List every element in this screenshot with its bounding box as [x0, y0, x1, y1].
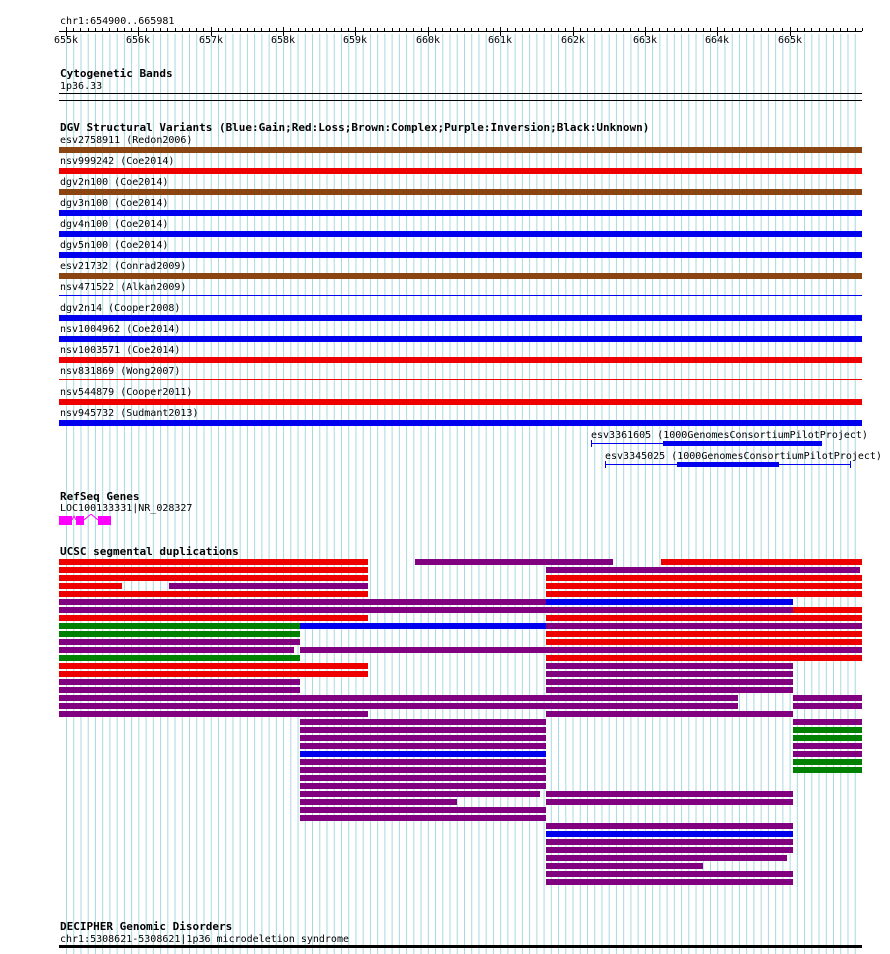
- refseq-gene-label: LOC100133331|NR_028327: [60, 503, 193, 514]
- segdup-bar[interactable]: [793, 719, 862, 725]
- ruler-minor-tick: [377, 28, 378, 31]
- ruler-minor-tick: [536, 28, 537, 31]
- segdup-bar[interactable]: [415, 559, 613, 565]
- segdup-bar[interactable]: [59, 567, 368, 573]
- dgv-item-label: nsv544879 (Cooper2011): [60, 387, 193, 398]
- ruler-minor-tick: [862, 28, 863, 31]
- dgv-item-bar[interactable]: [59, 315, 862, 321]
- ruler-minor-tick: [73, 28, 74, 31]
- ruler-minor-tick: [232, 28, 233, 31]
- segdup-bar[interactable]: [300, 759, 546, 765]
- segdup-bar[interactable]: [300, 807, 546, 813]
- ruler-minor-tick: [348, 28, 349, 31]
- segdup-bar[interactable]: [546, 607, 793, 613]
- segdup-bar[interactable]: [300, 647, 546, 653]
- segdup-bar[interactable]: [546, 639, 862, 645]
- segdup-bar[interactable]: [546, 863, 703, 869]
- segdup-bar[interactable]: [300, 791, 540, 797]
- ruler-minor-tick: [298, 28, 299, 31]
- dgv-item-bar[interactable]: [59, 189, 862, 195]
- segdup-bar[interactable]: [546, 591, 862, 597]
- segdup-bar[interactable]: [546, 879, 793, 885]
- segdup-bar[interactable]: [169, 583, 368, 589]
- ruler-minor-tick: [102, 28, 103, 31]
- segdup-bar[interactable]: [793, 767, 862, 773]
- segdup-bar[interactable]: [546, 647, 793, 653]
- segdup-bar[interactable]: [300, 719, 546, 725]
- ruler-minor-tick: [811, 28, 812, 31]
- refseq-track-title[interactable]: RefSeq Genes: [60, 490, 140, 503]
- ruler-minor-tick: [421, 28, 422, 31]
- ruler-tick-label: 662k: [560, 35, 586, 46]
- ruler-minor-tick: [218, 28, 219, 31]
- segdup-bar[interactable]: [793, 695, 862, 701]
- segdup-bar[interactable]: [546, 847, 793, 853]
- ruler-minor-tick: [384, 28, 385, 31]
- segdup-bar[interactable]: [300, 623, 546, 629]
- segdup-bar[interactable]: [300, 767, 546, 773]
- segdup-bar[interactable]: [546, 583, 862, 589]
- ruler-minor-tick: [768, 28, 769, 31]
- ruler-minor-tick: [558, 28, 559, 31]
- pilot-item-block[interactable]: [663, 441, 822, 446]
- ruler-minor-tick: [580, 28, 581, 31]
- ruler-minor-tick: [457, 28, 458, 31]
- ruler-minor-tick: [326, 28, 327, 31]
- pilot-item-block[interactable]: [677, 462, 779, 467]
- cytoband-band-bottom[interactable]: [59, 100, 862, 101]
- segdup-bar[interactable]: [546, 855, 787, 861]
- segdup-bar[interactable]: [661, 559, 862, 565]
- dgv-item-label: nsv999242 (Coe2014): [60, 156, 175, 167]
- segdup-bar[interactable]: [300, 799, 457, 805]
- ruler-minor-tick: [594, 28, 595, 31]
- segdup-bar[interactable]: [300, 783, 546, 789]
- segdup-bar[interactable]: [59, 711, 368, 717]
- ruler-minor-tick: [124, 28, 125, 31]
- segdup-bar[interactable]: [59, 679, 300, 685]
- ruler-minor-tick: [334, 28, 335, 31]
- ruler-minor-tick: [855, 28, 856, 31]
- ruler-tick-label: 656k: [125, 35, 151, 46]
- ruler-minor-tick: [305, 28, 306, 31]
- ruler-minor-tick: [247, 28, 248, 31]
- ruler-minor-tick: [138, 28, 139, 31]
- segdup-bar[interactable]: [546, 615, 862, 621]
- dgv-item-label: nsv945732 (Sudmant2013): [60, 408, 199, 419]
- pilot-item-label: esv3361605 (1000GenomesConsortiumPilotProject): [591, 430, 868, 441]
- ruler-minor-tick: [732, 28, 733, 31]
- ruler-minor-tick: [638, 28, 639, 31]
- ruler-minor-tick: [80, 28, 81, 31]
- dgv-item-bar[interactable]: [59, 420, 862, 426]
- ruler-minor-tick: [146, 28, 147, 31]
- segdup-bar[interactable]: [300, 751, 546, 757]
- segdup-bar[interactable]: [59, 703, 738, 709]
- ruler-minor-tick: [276, 28, 277, 31]
- segdup-bar[interactable]: [59, 631, 300, 637]
- ruler-minor-tick: [109, 28, 110, 31]
- ruler-minor-tick: [153, 28, 154, 31]
- segdup-bar[interactable]: [546, 631, 862, 637]
- dgv-item-bar[interactable]: [59, 399, 862, 405]
- segdup-bar[interactable]: [546, 599, 793, 605]
- ruler-minor-tick: [652, 28, 653, 31]
- ruler-minor-tick: [240, 28, 241, 31]
- ruler-minor-tick: [630, 28, 631, 31]
- segdup-bar[interactable]: [59, 599, 300, 605]
- ruler-minor-tick: [319, 28, 320, 31]
- ruler-minor-tick: [601, 28, 602, 31]
- ruler-minor-tick: [450, 28, 451, 31]
- segdup-bar[interactable]: [59, 559, 368, 565]
- segdup-bar[interactable]: [59, 591, 368, 597]
- ruler-minor-tick: [587, 28, 588, 31]
- segdup-bar[interactable]: [546, 711, 793, 717]
- ruler-tick-label: 663k: [632, 35, 658, 46]
- segdup-bar[interactable]: [546, 679, 793, 685]
- segdup-bar[interactable]: [300, 815, 546, 821]
- dgv-item-label: nsv1004962 (Coe2014): [60, 324, 181, 335]
- segdup-bar[interactable]: [793, 735, 862, 741]
- ruler-minor-tick: [623, 28, 624, 31]
- ruler-minor-tick: [696, 28, 697, 31]
- segdup-bar[interactable]: [59, 687, 300, 693]
- segdup-bar[interactable]: [546, 831, 793, 837]
- ruler-minor-tick: [500, 28, 501, 31]
- ruler-minor-tick: [739, 28, 740, 31]
- ruler-minor-tick: [117, 28, 118, 31]
- ruler-minor-tick: [471, 28, 472, 31]
- ruler-minor-tick: [710, 28, 711, 31]
- ruler-minor-tick: [522, 28, 523, 31]
- dgv-item-bar[interactable]: [59, 273, 862, 279]
- ruler-minor-tick: [724, 28, 725, 31]
- segdup-bar[interactable]: [59, 655, 300, 661]
- ruler-minor-tick: [196, 28, 197, 31]
- pilot-item-cap: [605, 461, 606, 468]
- ruler-minor-tick: [507, 28, 508, 31]
- ruler-tick-label: 659k: [342, 35, 368, 46]
- segdup-bar[interactable]: [793, 607, 862, 613]
- ruler-minor-tick: [609, 28, 610, 31]
- segdup-bar[interactable]: [59, 575, 368, 581]
- segdup-bar[interactable]: [546, 671, 793, 677]
- segdup-bar[interactable]: [793, 703, 862, 709]
- ruler-minor-tick: [782, 28, 783, 31]
- ruler-minor-tick: [261, 28, 262, 31]
- dgv-item-bar[interactable]: [59, 357, 862, 363]
- segdup-bar[interactable]: [793, 727, 862, 733]
- position-label: chr1:654900..665981: [60, 16, 175, 27]
- segdup-bar[interactable]: [793, 623, 862, 629]
- dgv-track-title[interactable]: DGV Structural Variants (Blue:Gain;Red:Loss;Brown:Complex;Purple:Inversion;Black:Unknown): [60, 121, 650, 134]
- ruler-axis: [59, 31, 862, 32]
- ruler-minor-tick: [225, 28, 226, 31]
- segdup-bar[interactable]: [546, 623, 793, 629]
- ruler-minor-tick: [312, 28, 313, 31]
- ruler-minor-tick: [616, 28, 617, 31]
- decipher-item-label: chr1:5308621-5308621|1p36 microdeletion syndrome: [60, 934, 349, 945]
- segdup-bar[interactable]: [59, 695, 738, 701]
- ruler-minor-tick: [203, 28, 204, 31]
- pilot-item-label: esv3345025 (1000GenomesConsortiumPilotProject): [605, 451, 882, 462]
- ruler-tick-label: 658k: [270, 35, 296, 46]
- segdup-bar[interactable]: [546, 687, 793, 693]
- ruler-minor-tick: [182, 28, 183, 31]
- segdup-bar[interactable]: [546, 655, 862, 661]
- ruler-minor-tick: [464, 28, 465, 31]
- ruler-minor-tick: [269, 28, 270, 31]
- ruler-minor-tick: [131, 28, 132, 31]
- ruler-minor-tick: [355, 28, 356, 31]
- segdup-bar[interactable]: [59, 663, 368, 669]
- ruler-minor-tick: [167, 28, 168, 31]
- ruler-minor-tick: [428, 28, 429, 31]
- dgv-item-label: dgv2n14 (Cooper2008): [60, 303, 181, 314]
- ruler-minor-tick: [790, 28, 791, 31]
- ruler-minor-tick: [645, 28, 646, 31]
- dgv-item-label: dgv5n100 (Coe2014): [60, 240, 169, 251]
- dgv-item-bar[interactable]: [59, 252, 862, 258]
- ruler-minor-tick: [435, 28, 436, 31]
- segdup-bar[interactable]: [793, 743, 862, 749]
- segdup-bar[interactable]: [546, 799, 793, 805]
- dgv-item-bar[interactable]: [59, 379, 862, 380]
- ruler-tick-label: 661k: [487, 35, 513, 46]
- segdup-bar[interactable]: [546, 839, 793, 845]
- ruler-tick-label: 664k: [704, 35, 730, 46]
- dgv-item-bar[interactable]: [59, 231, 862, 237]
- segdup-bar[interactable]: [300, 775, 546, 781]
- dgv-item-label: dgv3n100 (Coe2014): [60, 198, 169, 209]
- segdup-bar[interactable]: [59, 639, 300, 645]
- ruler-minor-tick: [189, 28, 190, 31]
- segdup-bar[interactable]: [546, 663, 793, 669]
- segdup-bar[interactable]: [793, 647, 862, 653]
- ruler-minor-tick: [399, 28, 400, 31]
- ruler-minor-tick: [804, 28, 805, 31]
- dgv-item-label: nsv1003571 (Coe2014): [60, 345, 181, 356]
- gene-introns: [59, 514, 113, 526]
- segdup-bar[interactable]: [793, 751, 862, 757]
- ruler-minor-tick: [363, 28, 364, 31]
- segdup-bar[interactable]: [546, 575, 862, 581]
- segdup-bar[interactable]: [793, 759, 862, 765]
- ruler-minor-tick: [370, 28, 371, 31]
- ruler-minor-tick: [160, 28, 161, 31]
- cytoband-label: 1p36.33: [60, 81, 103, 92]
- ruler-minor-tick: [486, 28, 487, 31]
- segdup-bar[interactable]: [59, 647, 294, 653]
- segdup-bar[interactable]: [300, 743, 546, 749]
- ruler-minor-tick: [283, 28, 284, 31]
- ruler-minor-tick: [681, 28, 682, 31]
- ruler-minor-tick: [529, 28, 530, 31]
- ruler-minor-tick: [819, 28, 820, 31]
- ruler-minor-tick: [211, 28, 212, 31]
- segdup-bar[interactable]: [300, 599, 546, 605]
- ruler-minor-tick: [847, 28, 848, 31]
- ruler-minor-tick: [406, 28, 407, 31]
- segdup-bar[interactable]: [300, 607, 546, 613]
- dgv-item-label: nsv471522 (Alkan2009): [60, 282, 187, 293]
- dgv-item-label: esv21732 (Conrad2009): [60, 261, 187, 272]
- ruler-minor-tick: [573, 28, 574, 31]
- segdup-bar[interactable]: [59, 671, 368, 677]
- ruler-minor-tick: [478, 28, 479, 31]
- decipher-track-title[interactable]: DECIPHER Genomic Disorders: [60, 920, 233, 933]
- ruler-minor-tick: [688, 28, 689, 31]
- ruler-minor-tick: [753, 28, 754, 31]
- ruler-minor-tick: [840, 28, 841, 31]
- ruler-minor-tick: [515, 28, 516, 31]
- segdup-bar[interactable]: [300, 735, 546, 741]
- cytoband-track-title[interactable]: Cytogenetic Bands: [60, 67, 173, 80]
- dgv-item-bar[interactable]: [59, 295, 862, 296]
- ruler-tick-label: 665k: [777, 35, 803, 46]
- dgv-item-label: dgv4n100 (Coe2014): [60, 219, 169, 230]
- segdup-bar[interactable]: [546, 567, 860, 573]
- segdup-bar[interactable]: [546, 791, 793, 797]
- dgv-item-bar[interactable]: [59, 168, 862, 174]
- ruler-tick-label: 660k: [415, 35, 441, 46]
- ruler-minor-tick: [703, 28, 704, 31]
- pilot-item-cap: [850, 461, 851, 468]
- dgv-item-bar[interactable]: [59, 336, 862, 342]
- segdup-bar[interactable]: [59, 623, 300, 629]
- ruler-minor-tick: [674, 28, 675, 31]
- ruler-minor-tick: [833, 28, 834, 31]
- segdup-bar[interactable]: [546, 823, 793, 829]
- ruler-minor-tick: [254, 28, 255, 31]
- ruler-minor-tick: [290, 28, 291, 31]
- ruler-minor-tick: [88, 28, 89, 31]
- dgv-item-bar[interactable]: [59, 147, 862, 153]
- ruler-tick-label: 655k: [53, 35, 79, 46]
- segdup-track-title[interactable]: UCSC segmental duplications: [60, 545, 239, 558]
- segdup-bar[interactable]: [300, 727, 546, 733]
- decipher-item-bar[interactable]: [59, 945, 862, 948]
- ruler-minor-tick: [761, 28, 762, 31]
- dgv-item-label: esv2758911 (Redon2006): [60, 135, 193, 146]
- segdup-bar[interactable]: [59, 583, 122, 589]
- dgv-item-label: dgv2n100 (Coe2014): [60, 177, 169, 188]
- ruler-minor-tick: [175, 28, 176, 31]
- ruler-minor-tick: [551, 28, 552, 31]
- dgv-item-bar[interactable]: [59, 210, 862, 216]
- ruler-minor-tick: [565, 28, 566, 31]
- ruler-tick-label: 657k: [198, 35, 224, 46]
- ruler-minor-tick: [392, 28, 393, 31]
- ruler-minor-tick: [717, 28, 718, 31]
- ruler-minor-tick: [797, 28, 798, 31]
- ruler-minor-tick: [413, 28, 414, 31]
- segdup-bar[interactable]: [546, 871, 793, 877]
- dgv-item-label: nsv831869 (Wong2007): [60, 366, 181, 377]
- pilot-item-cap: [591, 440, 592, 447]
- ruler-minor-tick: [826, 28, 827, 31]
- ruler-minor-tick: [659, 28, 660, 31]
- ruler-minor-tick: [746, 28, 747, 31]
- ruler-minor-tick: [95, 28, 96, 31]
- cytoband-band-top[interactable]: [59, 93, 862, 94]
- ruler-minor-tick: [667, 28, 668, 31]
- segdup-bar[interactable]: [59, 615, 368, 621]
- ruler-minor-tick: [493, 28, 494, 31]
- ruler-minor-tick: [442, 28, 443, 31]
- ruler-minor-tick: [341, 28, 342, 31]
- ruler-minor-tick: [775, 28, 776, 31]
- segdup-bar[interactable]: [59, 607, 300, 613]
- ruler-minor-tick: [544, 28, 545, 31]
